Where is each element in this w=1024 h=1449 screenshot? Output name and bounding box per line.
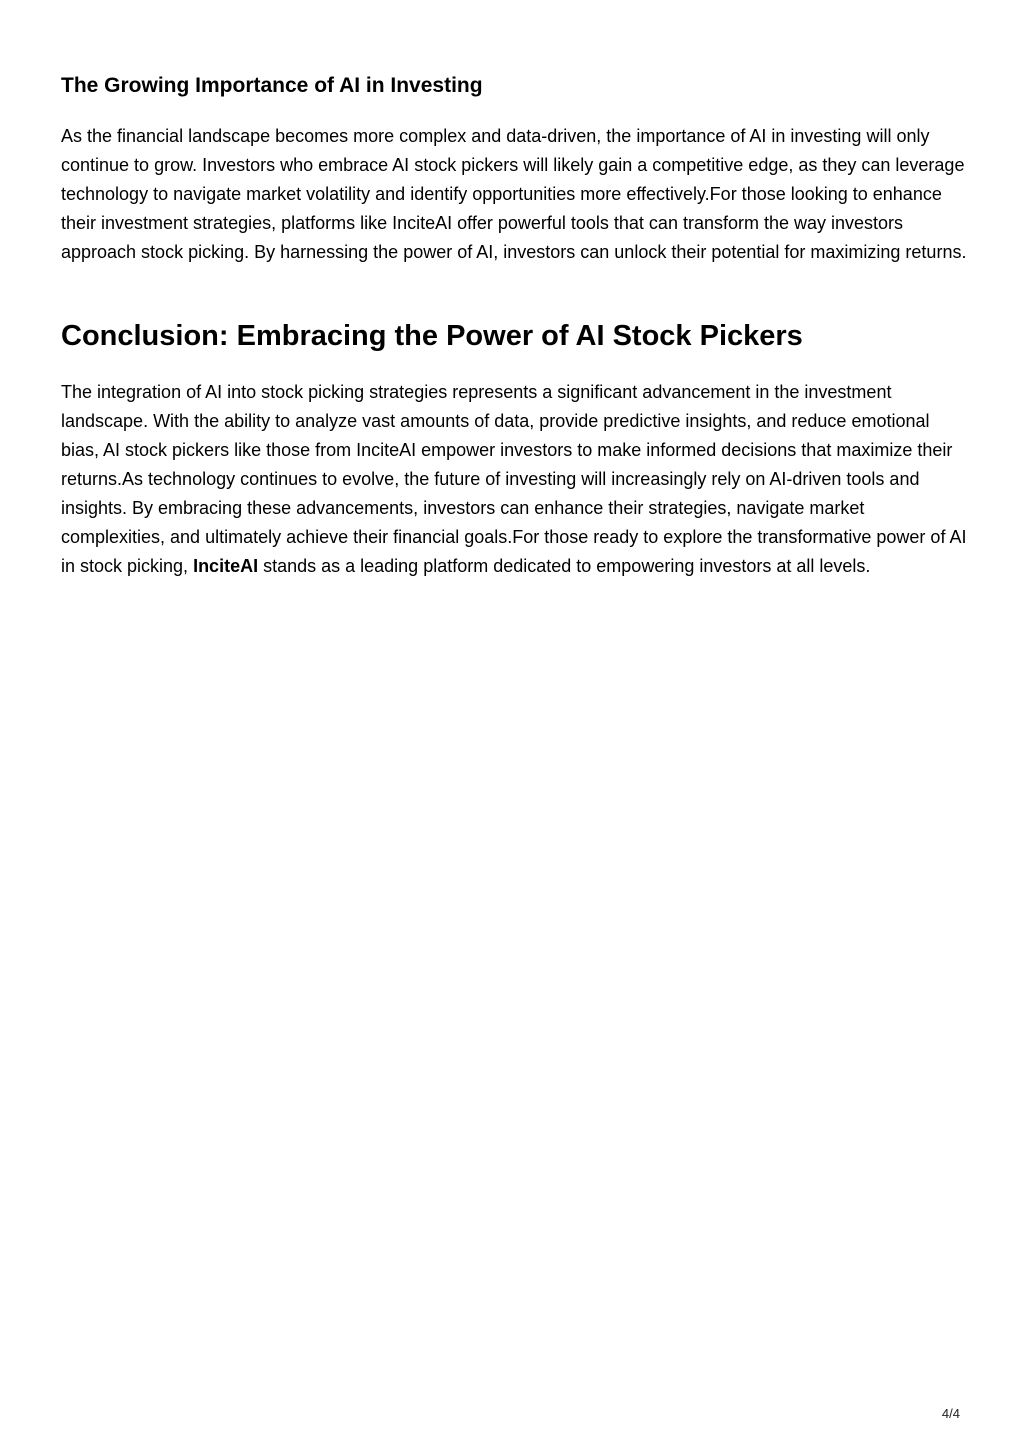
conclusion-text-before-brand: The integration of AI into stock picking strategies represents a significant advancement in the investment landscape. With the ability to analyze vast amounts of data, provide predictive insights, and reduce emotional bias, AI stock pickers like those from InciteAI empower investors to make informed decisions that maximize their returns.As technology continues to evolve, the future of investing will increasingly rely on AI-driven tools and insights. By embracing these advancements, investors can enhance their strategies, navigate market complexities, and ultimately achieve their financial goals.For those ready to explore the transformative power of AI in stock picking, bbox=[61, 382, 967, 576]
brand-name: InciteAI bbox=[193, 556, 259, 576]
section-heading-conclusion: Conclusion: Embracing the Power of AI Stock Pickers bbox=[61, 320, 803, 352]
conclusion-text-after-brand: stands as a leading platform dedicated to empowering investors at all levels. bbox=[258, 556, 871, 576]
page-number: 4/4 bbox=[941, 1406, 960, 1421]
section-paragraph-conclusion bbox=[61, 378, 971, 581]
section-paragraph-growing-importance: As the financial landscape becomes more complex and data-driven, the importance of AI in investing will only continue to grow. Investors who embrace AI stock pickers will likely gain a competitive edge, as they can leverage technology to navigate market volatility and identify opportunities more effectively.For those looking to enhance their investment strategies, platforms like InciteAI offer powerful tools that can transform the way investors approach stock picking. By harnessing the power of AI, investors can unlock their potential for maximizing returns. bbox=[61, 126, 967, 262]
section-heading-growing-importance: The Growing Importance of AI in Investing bbox=[61, 74, 483, 97]
